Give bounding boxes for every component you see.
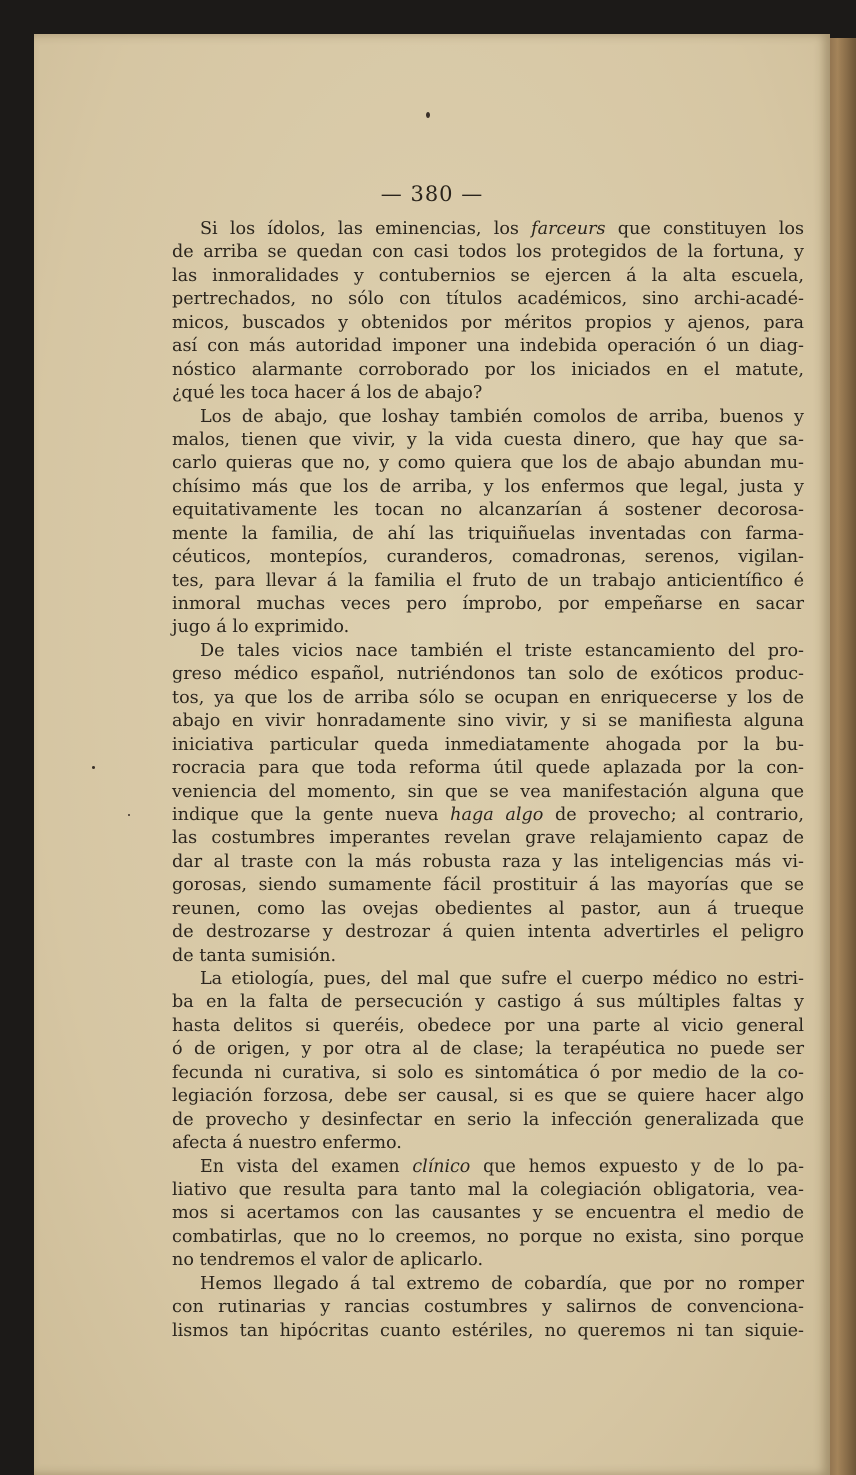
text-run: equitativamente les tocan no alcanzarían á sostener decorosa- xyxy=(172,500,804,521)
text-line xyxy=(172,734,804,757)
text-line xyxy=(172,476,804,499)
text-run: rocracia para que toda reforma útil quede aplazada por la con- xyxy=(172,758,804,779)
page-number: — 380 — xyxy=(380,182,484,206)
text-run: lismos tan hipócritas cuanto estériles, no queremos ni tan siquie- xyxy=(172,1320,804,1341)
text-line xyxy=(172,1085,804,1108)
ink-speck xyxy=(426,112,430,118)
text-run: tos, ya que los de arriba sólo se ocupan en enriquecerse y los de xyxy=(172,687,804,708)
ink-speck xyxy=(128,814,130,816)
text-run: reunen, como las ovejas obedientes al pastor, aun á trueque xyxy=(172,898,804,919)
text-run: iniciativa particular queda inmediatamente ahogada por la bu- xyxy=(172,734,804,755)
text-run: dar al traste con la más robusta raza y las inteligencias más vi- xyxy=(172,851,804,872)
text-line xyxy=(172,1296,804,1319)
text-line xyxy=(172,781,804,804)
text-run: veniencia del momento, sin que se vea manifestación alguna que xyxy=(172,781,804,802)
text-line xyxy=(172,359,804,382)
text-line xyxy=(172,1062,804,1085)
text-run: ó de origen, y por otra al de clase; la terapéutica no puede ser xyxy=(172,1039,804,1060)
text-line xyxy=(172,523,804,546)
text-line xyxy=(172,382,804,405)
italic-text-run: haga algo xyxy=(450,804,544,825)
text-line xyxy=(172,991,804,1014)
text-line xyxy=(172,1156,804,1179)
text-run: chísimo más que los de arriba, y los enfermos que legal, justa y xyxy=(172,476,804,497)
text-line xyxy=(172,640,804,663)
text-line xyxy=(172,898,804,921)
text-line xyxy=(172,288,804,311)
italic-text-run: farceurs xyxy=(531,219,606,239)
text-run: Si los ídolos, las eminencias, los xyxy=(200,219,532,239)
text-line xyxy=(172,1015,804,1038)
text-line xyxy=(172,1038,804,1061)
text-run: de provecho; al contrario, xyxy=(543,804,804,825)
italic-text-run: clínico xyxy=(412,1156,471,1177)
text-line xyxy=(172,241,804,264)
text-run: gorosas, siendo sumamente fácil prostituir á las mayorías que se xyxy=(172,875,804,896)
text-run: céuticos, montepíos, curanderos, comadronas, serenos, vigilan- xyxy=(172,547,804,568)
text-run: malos, tienen que vivir, y la vida cuesta dinero, que hay que sa- xyxy=(172,429,804,450)
text-run: mente la familia, de ahí las triquiñuelas inventadas con farma- xyxy=(172,523,804,544)
page-sheet xyxy=(34,34,830,1475)
text-run: indique que la gente nueva xyxy=(172,804,451,825)
body-text xyxy=(172,218,804,1343)
text-run: legiación forzosa, debe ser causal, si es que se quiere hacer algo xyxy=(172,1086,804,1107)
text-line xyxy=(172,429,804,452)
text-line xyxy=(172,593,804,616)
text-line xyxy=(172,218,804,241)
text-run: abajo en vivir honradamente sino vivir, y si se manifiesta alguna xyxy=(172,711,804,732)
text-run: nóstico alarmante corroborado por los iniciados en el matute, xyxy=(172,359,804,380)
text-run: liativo que resulta para tanto mal la colegiación obligatoria, vea- xyxy=(172,1179,804,1200)
text-run: de provecho y desinfectar en serio la infección generalizada que xyxy=(172,1109,804,1130)
text-line xyxy=(172,663,804,686)
text-line xyxy=(172,406,804,429)
text-line xyxy=(172,616,804,639)
text-run: afecta á nuestro enfermo. xyxy=(172,1133,402,1154)
text-run: no tendremos el valor de aplicarlo. xyxy=(172,1250,484,1271)
text-line xyxy=(172,1132,804,1155)
text-run: micos, buscados y obtenidos por méritos propios y ajenos, para xyxy=(172,312,804,333)
text-line xyxy=(172,312,804,335)
text-line xyxy=(172,851,804,874)
text-line xyxy=(172,1320,804,1343)
text-run: Los de abajo, que loshay también comolos de arriba, buenos y xyxy=(200,406,804,427)
text-line xyxy=(172,1273,804,1296)
text-run: greso médico español, nutriéndonos tan solo de exóticos produc- xyxy=(172,664,804,685)
text-line xyxy=(172,1202,804,1225)
text-line xyxy=(172,1179,804,1202)
text-line xyxy=(172,1109,804,1132)
text-run: hasta delitos si queréis, obedece por una parte al vicio general xyxy=(172,1015,804,1036)
text-run: las costumbres imperantes revelan grave relajamiento capaz de xyxy=(172,828,804,849)
text-line xyxy=(172,827,804,850)
text-run: tes, para llevar á la familia el fruto de un trabajo anticientífico é xyxy=(172,570,804,591)
text-run: que constituyen los xyxy=(605,219,804,239)
text-run: inmoral muchas veces pero ímprobo, por empeñarse en sacar xyxy=(172,594,804,614)
text-run: jugo á lo exprimido. xyxy=(172,617,350,638)
text-line xyxy=(172,546,804,569)
ink-speck xyxy=(92,766,95,769)
text-run: De tales vicios nace también el triste estancamiento del pro- xyxy=(200,640,804,661)
text-line xyxy=(172,570,804,593)
text-run: con rutinarias y rancias costumbres y salirnos de convenciona- xyxy=(172,1297,804,1318)
text-line xyxy=(172,874,804,897)
text-line xyxy=(172,1249,804,1272)
text-run: fecunda ni curativa, si solo es sintomática ó por medio de la co- xyxy=(172,1062,804,1083)
text-run: mos si acertamos con las causantes y se encuentra el medio de xyxy=(172,1203,804,1224)
text-run: Hemos llegado á tal extremo de cobardía, que por no romper xyxy=(200,1273,804,1294)
text-run: ¿qué les toca hacer á los de abajo? xyxy=(172,383,483,404)
text-line xyxy=(172,452,804,475)
text-line xyxy=(172,335,804,358)
text-line xyxy=(172,499,804,522)
text-line xyxy=(172,804,804,827)
text-run: La etiología, pues, del mal que sufre el cuerpo médico no estri- xyxy=(200,969,804,989)
text-run: pertrechados, no sólo con títulos académicos, sino archi-acadé- xyxy=(172,289,804,310)
text-run: En vista del examen xyxy=(200,1156,413,1177)
text-line xyxy=(172,968,804,991)
text-run: de arriba se quedan con casi todos los protegidos de la fortuna, y xyxy=(172,242,804,263)
text-line xyxy=(172,945,804,968)
text-run: ba en la falta de persecución y castigo á sus múltiples faltas y xyxy=(172,992,804,1013)
text-run: carlo quieras que no, y como quiera que los de abajo abundan mu- xyxy=(172,453,804,474)
text-run: las inmoralidades y contubernios se ejercen á la alta escuela, xyxy=(172,265,804,286)
text-run: que hemos expuesto y de lo pa- xyxy=(470,1156,804,1177)
text-run: de tanta sumisión. xyxy=(172,945,337,966)
text-line xyxy=(172,265,804,288)
text-run: de destrozarse y destrozar á quien intenta advertirles el peligro xyxy=(172,922,804,943)
text-line xyxy=(172,687,804,710)
text-run: así con más autoridad imponer una indebida operación ó un diag- xyxy=(172,336,804,357)
text-line xyxy=(172,757,804,780)
text-run: combatirlas, que no lo creemos, no porque no exista, sino porque xyxy=(172,1226,804,1247)
text-line xyxy=(172,1226,804,1249)
text-line xyxy=(172,921,804,944)
text-line xyxy=(172,710,804,733)
